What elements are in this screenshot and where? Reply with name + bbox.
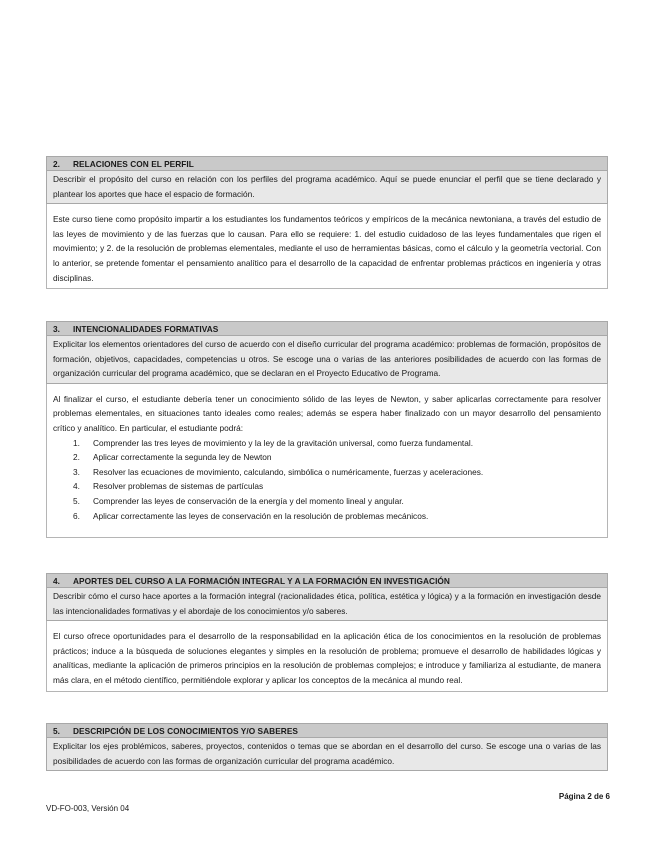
section-body-intro: Al finalizar el curso, el estudiante debería tener un conocimiento sólido de las leyes de Newton, y saber aplicarlas correctamente para resolver problemas elementales, en situaciones tanto ideales como reales; además se espera haber finalizado con un mayor desarrollo del pensamiento crítico y analítico. En particular, el estudiante podrá:: [53, 393, 601, 433]
section-instructions: Explicitar los elementos orientadores del curso de acuerdo con el diseño curricular del programa académico: problemas de formación, propósitos de formación, objetivos, capacidades, competencias u otros. Se escoge una o varias de las anteriores posibilidades de acuerdo con las formas de organización curricular del programa académico, que se declaran en el Proyecto Educativo de Programa.: [46, 336, 608, 384]
list-item: 2. Aplicar correctamente la segunda ley de Newton: [73, 452, 272, 463]
section-body: El curso ofrece oportunidades para el desarrollo de la responsabilidad en la aplicación ética de los conocimientos en la resolución de problemas prácticos; induce a la búsqueda de soluciones elegantes y simples en la resolución de problema; promueve el desarrollo de habilidades lógicas y analíticas, mediante la aplicación de primeros principios en la resolución de problemas complejos; e introduce y familiariza al estudiante, de manera más clara, en el método científico, permitiéndole explorar y aplicar los conceptos de la mecánica al mundo real.: [46, 621, 608, 691]
section-number: 5.: [53, 726, 61, 736]
section-intencionalidades: [46, 321, 608, 538]
section-title: APORTES DEL CURSO A LA FORMACIÓN INTEGRAL Y A LA FORMACIÓN EN INVESTIGACIÓN: [73, 576, 450, 586]
section-title: DESCRIPCIÓN DE LOS CONOCIMIENTOS Y/O SABERES: [73, 726, 299, 736]
section-header: [46, 723, 608, 738]
section-header: [46, 321, 608, 336]
list-item: 4. Resolver problemas de sistemas de partículas: [73, 481, 264, 492]
objectives-list: [73, 436, 601, 524]
section-number: 2.: [53, 159, 61, 169]
list-item: 1. Comprender las tres leyes de movimiento y la ley de la gravitación universal, como fuerza fundamental.: [73, 437, 473, 448]
page-number: Página 2 de 6: [558, 792, 610, 801]
section-header: [46, 156, 608, 171]
list-item: 3. Resolver las ecuaciones de movimiento, calculando, simbólica o numéricamente, fuerzas y aceleraciones.: [73, 466, 484, 477]
list-item: 5. Comprender las leyes de conservación de la energía y del momento lineal y angular.: [73, 495, 404, 506]
section-title: INTENCIONALIDADES FORMATIVAS: [73, 324, 219, 334]
section-instructions: Describir el propósito del curso en relación con los perfiles del programa académico. Aquí se puede enunciar el perfil que se tiene declarado y plantear los aportes que hace el espacio de formación.: [46, 171, 608, 204]
section-relaciones-perfil: [46, 156, 608, 289]
list-item: 6. Aplicar correctamente las leyes de conservación en la resolución de problemas mecánicos.: [73, 510, 429, 521]
section-body: [46, 384, 608, 538]
section-conocimientos-saberes: [46, 723, 608, 771]
section-instructions: Describir cómo el curso hace aportes a la formación integral (racionalidades ética, política, estética y lógica) y a la formación en investigación desde las intencionalidades formativas y el abordaje de los conocimientos y/o saberes.: [46, 588, 608, 621]
section-title: RELACIONES CON EL PERFIL: [73, 159, 194, 169]
section-aportes-formacion: [46, 573, 608, 692]
section-number: 3.: [53, 324, 61, 334]
section-instructions: Explicitar los ejes problémicos, saberes, proyectos, contenidos o temas que se abordan en el desarrollo del curso. Se escoge una o varias de las posibilidades de acuerdo con las formas de organización curricular del programa académico.: [46, 738, 608, 771]
section-number: 4.: [53, 576, 61, 586]
section-body: Este curso tiene como propósito impartir a los estudiantes los fundamentos teóricos y empíricos de la mecánica newtoniana, a través del estudio de las leyes de movimiento y de las fuerzas que lo causan. Para ello se requiere: 1. del estudio cuidadoso de las leyes fundamentales que rigen el movimiento; y 2. de la resolución de problemas elementales, mediante el uso de herramientas básicas, como el cálculo y la geometría vectorial. Con lo anterior, se pretende fomentar el pensamiento analítico para el desarrollo de la capacidad de enfrentar problemas prácticos en ingeniería y otras disciplinas.: [46, 204, 608, 289]
section-header: [46, 573, 608, 588]
document-code: VD-FO-003, Versión 04: [46, 804, 130, 813]
